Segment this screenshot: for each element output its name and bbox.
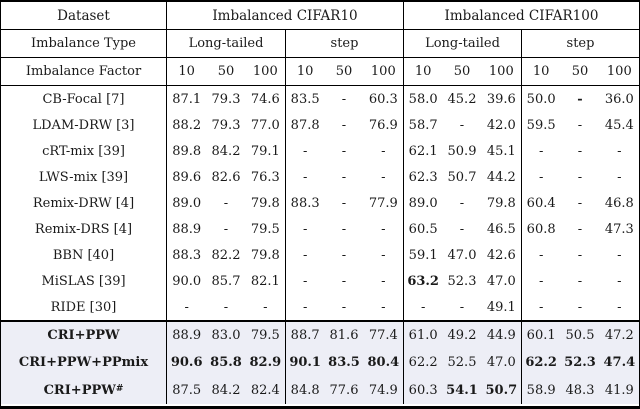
table-row: [1, 294, 639, 320]
value-cell: 89.0: [172, 195, 202, 211]
row-method-label: cRT-mix [39]: [1, 138, 167, 164]
value-cell: -: [263, 299, 268, 315]
table-row: [1, 268, 639, 294]
value-cell: -: [381, 247, 386, 263]
table-row: [1, 86, 639, 112]
value-cell: -: [521, 242, 560, 268]
table-row: [1, 320, 639, 348]
value-cell: -: [617, 273, 622, 289]
value-cell: 46.8: [604, 195, 634, 211]
table-row: [1, 376, 639, 404]
row-method-label: LDAM-DRW [3]: [1, 112, 167, 138]
value-cell: -: [184, 299, 189, 315]
table-row: [1, 242, 639, 268]
table-body: [1, 86, 639, 404]
header-type-label: Imbalance Type: [1, 30, 167, 57]
value-cell: -: [223, 195, 229, 211]
value-cell: 79.8: [486, 195, 516, 211]
value-cell: 60.3: [403, 376, 442, 404]
value-cell: -: [223, 299, 229, 315]
header-factor-value: 100: [488, 64, 514, 79]
value-cell: 60.3: [368, 91, 398, 107]
value-cell: 89.6: [172, 169, 202, 185]
value-cell: 59.5: [521, 112, 560, 138]
header-factor-value: 50: [453, 64, 471, 79]
value-cell: -: [577, 195, 583, 211]
row-method-label: Remix-DRW [4]: [1, 190, 167, 216]
value-cell: 82.6: [211, 169, 241, 185]
value-cell: -: [285, 138, 324, 164]
value-cell: -: [285, 294, 324, 320]
value-cell: 60.5: [403, 216, 442, 242]
value-cell: 54.1: [446, 382, 478, 398]
value-cell: 47.4: [603, 354, 636, 370]
header-factor-value: 50: [571, 64, 589, 79]
value-cell: -: [341, 117, 347, 133]
value-cell: 77.0: [250, 117, 280, 133]
value-cell: 49.2: [447, 327, 477, 343]
header-factor-value: 100: [252, 64, 278, 79]
value-cell: 58.9: [521, 376, 560, 404]
value-cell: 62.2: [521, 348, 560, 376]
value-cell: -: [285, 216, 324, 242]
row-method-label: RIDE [30]: [1, 294, 167, 320]
value-cell: 77.9: [368, 195, 398, 211]
header-type-c10-step: step: [285, 30, 403, 57]
value-cell: 61.0: [403, 322, 442, 348]
value-cell: -: [521, 268, 560, 294]
value-cell: -: [617, 169, 622, 185]
value-cell: -: [577, 91, 583, 107]
value-cell: -: [577, 221, 583, 237]
value-cell: 79.1: [250, 143, 280, 159]
table-row: [1, 164, 639, 190]
value-cell: 85.7: [211, 273, 241, 289]
value-cell: 85.8: [210, 354, 242, 370]
value-cell: -: [381, 143, 386, 159]
value-cell: 47.3: [604, 221, 634, 237]
value-cell: 50.9: [447, 143, 477, 159]
value-cell: 62.1: [403, 138, 442, 164]
value-cell: 87.8: [285, 112, 324, 138]
header-cifar100: Imbalanced CIFAR100: [403, 2, 639, 29]
row-method-label: BBN [40]: [1, 242, 167, 268]
value-cell: -: [341, 195, 347, 211]
value-cell: -: [341, 273, 347, 289]
value-cell: 87.5: [172, 382, 202, 398]
value-cell: 77.6: [329, 382, 359, 398]
value-cell: 89.8: [172, 143, 202, 159]
value-cell: -: [459, 299, 465, 315]
row-method-label: MiSLAS [39]: [1, 268, 167, 294]
header-factor-value: 100: [606, 64, 632, 79]
value-cell: -: [617, 143, 622, 159]
value-cell: 83.5: [328, 354, 360, 370]
value-cell: 79.8: [250, 195, 280, 211]
value-cell: 84.2: [211, 382, 241, 398]
value-cell: 74.9: [368, 382, 398, 398]
value-cell: -: [577, 143, 583, 159]
value-cell: 62.3: [403, 164, 442, 190]
value-cell: -: [285, 164, 324, 190]
header-factor-value: 10: [285, 58, 324, 85]
value-cell: 52.5: [447, 354, 477, 370]
value-cell: 50.5: [565, 327, 595, 343]
value-cell: -: [341, 299, 347, 315]
value-cell: -: [341, 91, 347, 107]
value-cell: 52.3: [447, 273, 477, 289]
value-cell: 88.3: [285, 190, 324, 216]
value-cell: 82.2: [211, 247, 241, 263]
value-cell: 76.9: [368, 117, 398, 133]
value-cell: 47.0: [447, 247, 477, 263]
value-cell: 82.9: [249, 354, 282, 370]
value-cell: 88.9: [172, 327, 202, 343]
value-cell: 60.8: [521, 216, 560, 242]
value-cell: 63.2: [403, 268, 442, 294]
header-factor-value: 50: [217, 64, 235, 79]
value-cell: 74.6: [250, 91, 280, 107]
value-cell: -: [617, 299, 622, 315]
value-cell: 47.0: [486, 354, 516, 370]
value-cell: -: [617, 247, 622, 263]
header-row-factor: [1, 58, 639, 86]
value-cell: 45.4: [604, 117, 634, 133]
value-cell: 47.2: [604, 327, 634, 343]
value-cell: 79.5: [250, 327, 280, 343]
value-cell: 62.2: [403, 348, 442, 376]
value-cell: 76.3: [250, 169, 280, 185]
value-cell: 46.5: [486, 221, 516, 237]
row-method-label: Remix-DRS [4]: [1, 216, 167, 242]
value-cell: 88.3: [172, 247, 202, 263]
value-cell: 80.4: [367, 354, 400, 370]
row-method-label: LWS-mix [39]: [1, 164, 167, 190]
header-factor-label: Imbalance Factor: [1, 58, 167, 85]
value-cell: -: [459, 195, 465, 211]
value-cell: -: [577, 117, 583, 133]
value-cell: 79.3: [211, 117, 241, 133]
header-factor-value: 50: [335, 64, 353, 79]
header-type-c100-step: step: [521, 30, 639, 57]
value-cell: 44.9: [486, 327, 516, 343]
value-cell: 83.0: [211, 327, 241, 343]
value-cell: -: [341, 169, 347, 185]
value-cell: 79.5: [250, 221, 280, 237]
value-cell: 39.6: [486, 91, 516, 107]
value-cell: 47.0: [486, 273, 516, 289]
value-cell: 89.0: [403, 190, 442, 216]
value-cell: 79.8: [250, 247, 280, 263]
header-cifar10: Imbalanced CIFAR10: [212, 7, 358, 24]
row-method-label: CB-Focal [7]: [1, 86, 167, 112]
value-cell: -: [521, 138, 560, 164]
value-cell: 77.4: [368, 327, 398, 343]
value-cell: 42.0: [486, 117, 516, 133]
value-cell: -: [403, 294, 442, 320]
value-cell: 84.8: [285, 376, 324, 404]
value-cell: 84.2: [211, 143, 241, 159]
value-cell: 49.1: [486, 299, 516, 315]
value-cell: 88.9: [172, 221, 202, 237]
header-factor-value: 10: [521, 58, 560, 85]
value-cell: -: [285, 242, 324, 268]
value-cell: 44.2: [486, 169, 516, 185]
table-row: [1, 138, 639, 164]
value-cell: -: [381, 221, 386, 237]
value-cell: -: [577, 247, 583, 263]
row-method-label: CRI+PPW+PPmix: [1, 348, 167, 376]
value-cell: 41.9: [604, 382, 634, 398]
value-cell: 45.2: [447, 91, 477, 107]
value-cell: 58.7: [403, 112, 442, 138]
value-cell: -: [341, 247, 347, 263]
header-type-c10-longtailed: Long-tailed: [188, 36, 264, 51]
value-cell: 59.1: [403, 242, 442, 268]
value-cell: 90.1: [285, 348, 324, 376]
value-cell: 60.4: [521, 190, 560, 216]
value-cell: -: [577, 169, 583, 185]
value-cell: 88.2: [172, 117, 202, 133]
value-cell: -: [381, 273, 386, 289]
value-cell: 81.6: [329, 327, 359, 343]
value-cell: 36.0: [604, 91, 634, 107]
value-cell: 82.1: [250, 273, 280, 289]
table-row: [1, 190, 639, 216]
value-cell: 60.1: [521, 322, 560, 348]
value-cell: 88.7: [285, 322, 324, 348]
value-cell: 42.6: [486, 247, 516, 263]
header-dataset-label: Dataset: [1, 2, 167, 29]
value-cell: 83.5: [285, 86, 324, 112]
header-factor-value: 10: [403, 58, 442, 85]
value-cell: 45.1: [486, 143, 516, 159]
value-cell: 48.3: [565, 382, 595, 398]
value-cell: -: [381, 299, 386, 315]
value-cell: -: [341, 143, 347, 159]
header-row-type: [1, 30, 639, 58]
header-row-dataset: [1, 2, 639, 30]
value-cell: 50.7: [447, 169, 477, 185]
value-cell: -: [381, 169, 386, 185]
row-method-label: CRI+PPW: [1, 322, 167, 348]
value-cell: 90.6: [170, 354, 203, 370]
value-cell: -: [223, 221, 229, 237]
value-cell: 90.0: [172, 273, 202, 289]
value-cell: 87.1: [172, 91, 202, 107]
value-cell: 52.3: [564, 354, 596, 370]
header-factor-value: 100: [370, 64, 396, 79]
value-cell: -: [459, 221, 465, 237]
value-cell: -: [341, 221, 347, 237]
value-cell: -: [521, 294, 560, 320]
value-cell: -: [577, 299, 583, 315]
value-cell: 82.4: [250, 382, 280, 398]
table-row: [1, 112, 639, 138]
value-cell: 58.0: [403, 86, 442, 112]
header-type-c100-longtailed: Long-tailed: [403, 30, 521, 57]
value-cell: -: [577, 273, 583, 289]
value-cell: -: [285, 268, 324, 294]
row-method-label: CRI+PPW #: [1, 376, 167, 404]
value-cell: -: [521, 164, 560, 190]
table-row: [1, 348, 639, 376]
value-cell: 50.0: [521, 86, 560, 112]
table-row: [1, 216, 639, 242]
value-cell: -: [459, 117, 465, 133]
header-factor-value: 10: [178, 64, 195, 79]
value-cell: 50.7: [485, 382, 518, 398]
value-cell: 79.3: [211, 91, 241, 107]
